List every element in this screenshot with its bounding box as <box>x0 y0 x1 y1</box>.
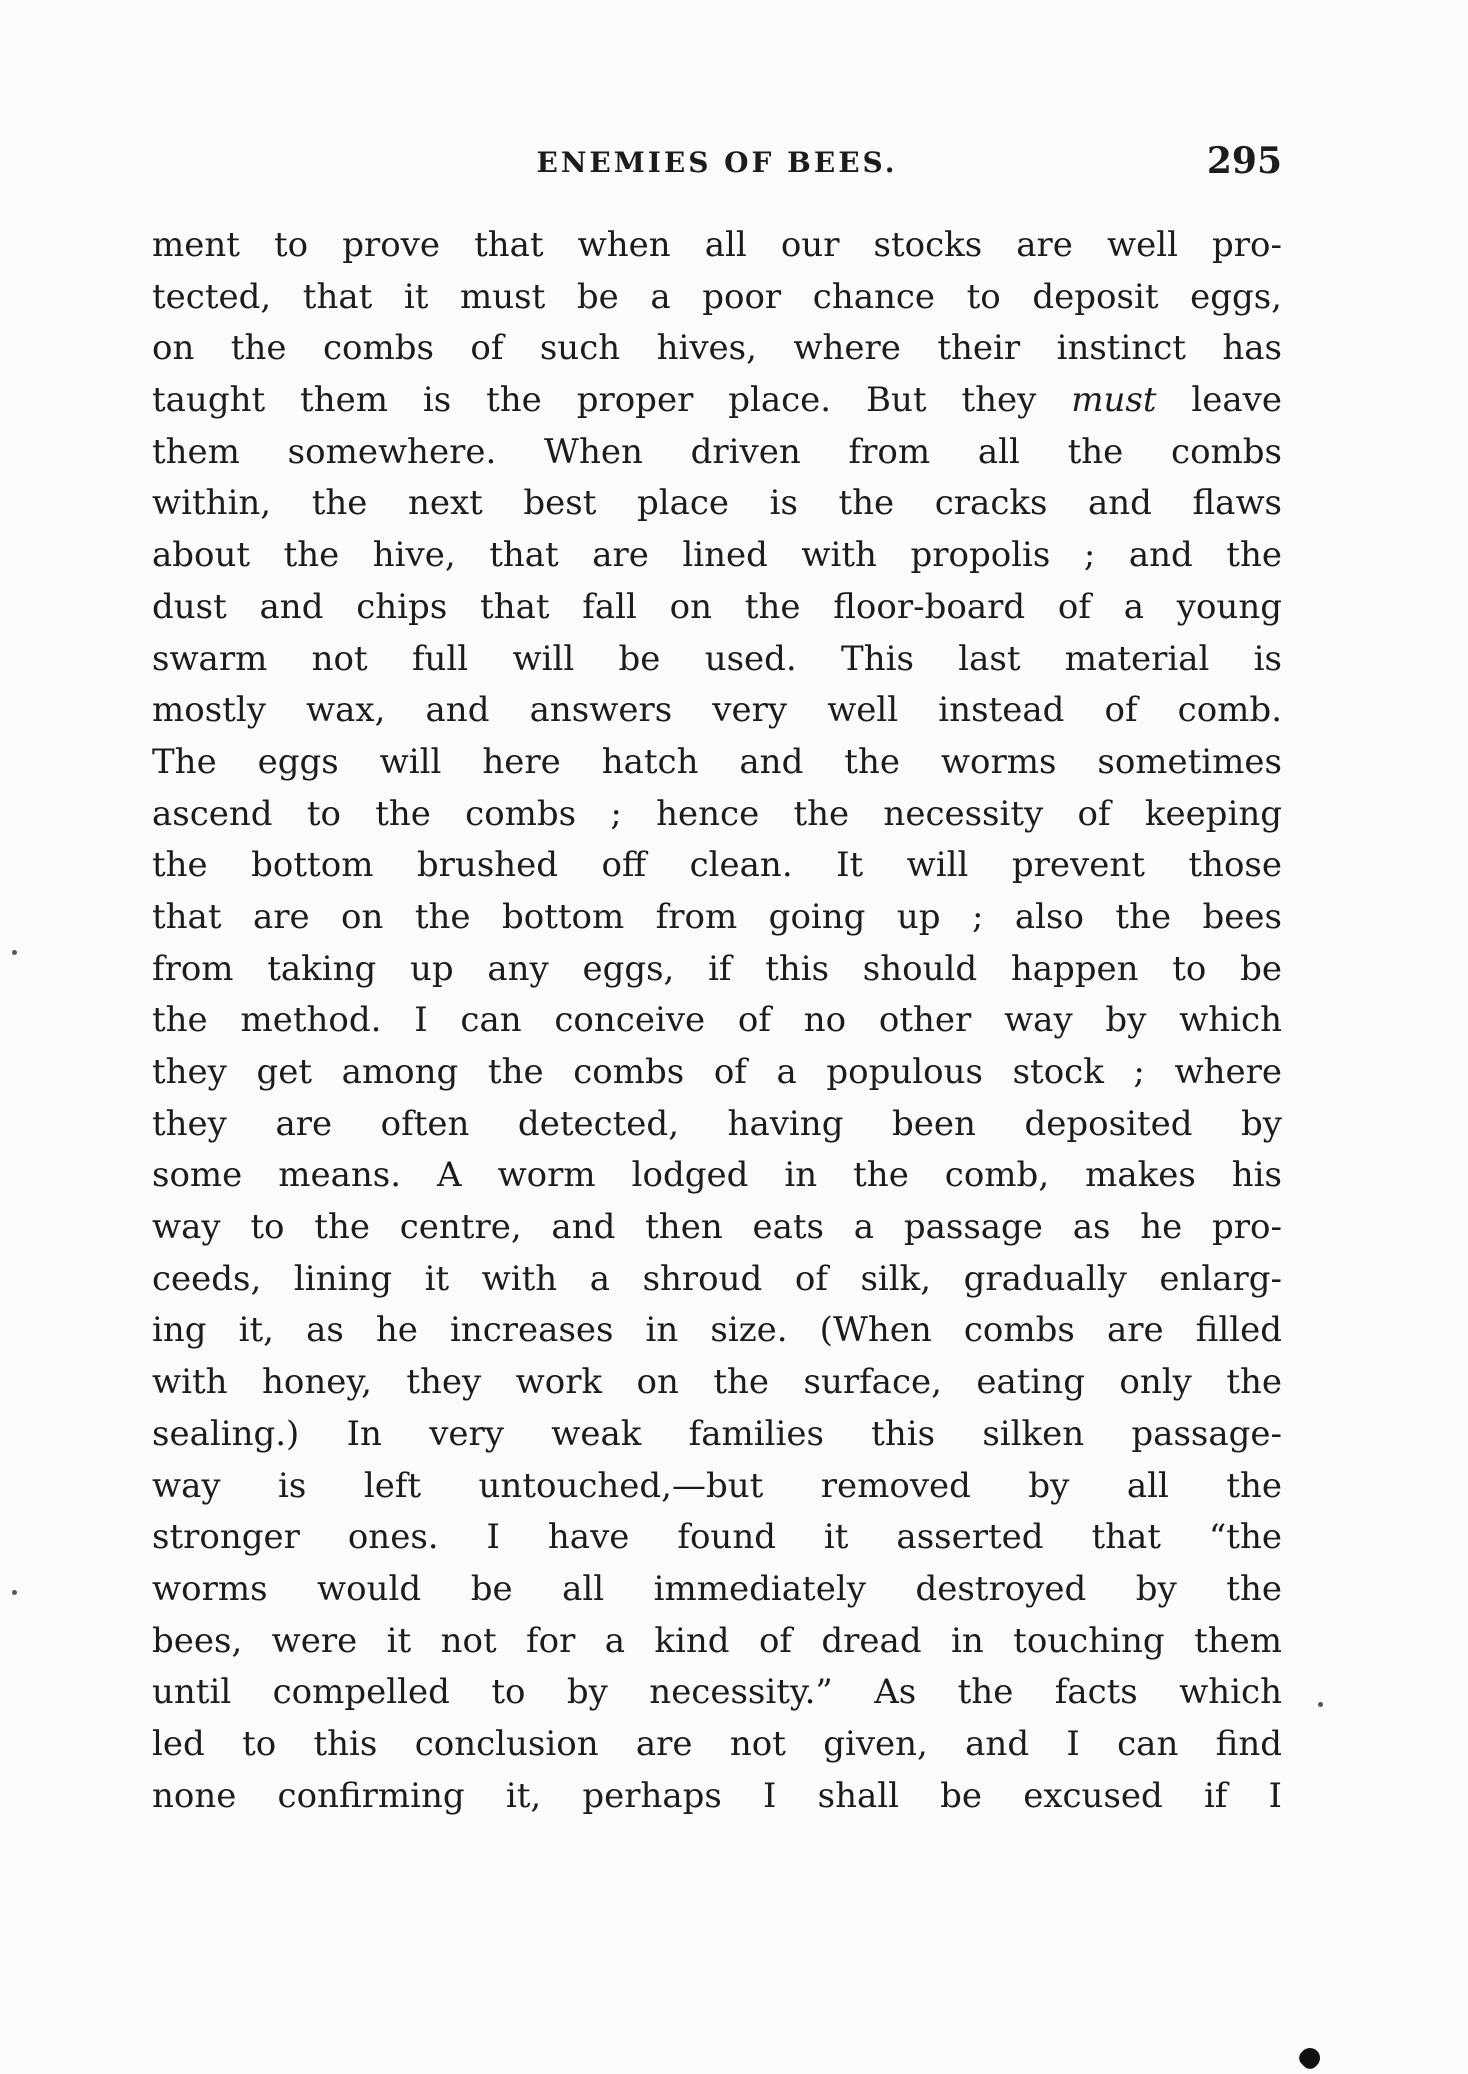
text-line: with honey, they work on the surface, eating only the <box>152 1362 1282 1403</box>
text-line: they get among the combs of a populous stock ; where <box>152 1052 1282 1092</box>
text-line: on the combs of such hives, where their instinct has <box>152 328 1282 369</box>
running-head <box>152 140 1282 190</box>
scan-speck <box>12 1590 17 1595</box>
text-line: way to the centre, and then eats a passage as he pro- <box>152 1207 1282 1248</box>
text-line: way is left untouched,—but removed by all the <box>152 1465 1282 1506</box>
text-line: tected, that it must be a poor chance to deposit eggs, <box>152 276 1282 317</box>
text-line: from taking up any eggs, if this should happen to be <box>152 948 1282 989</box>
text-line: until compelled to by necessity.” As the facts which <box>152 1672 1282 1713</box>
text-line: worms would be all immediately destroyed by the <box>152 1568 1282 1609</box>
text-line: ascend to the combs ; hence the necessity of keeping <box>152 793 1282 834</box>
scan-speck <box>12 950 17 955</box>
text-line: them somewhere. When driven from all the combs <box>152 431 1282 472</box>
text-line: sealing.) In very weak families this silken passage- <box>152 1413 1282 1454</box>
text-line: they are often detected, having been deposited by <box>152 1103 1282 1144</box>
ink-blot <box>1296 2044 1324 2072</box>
text-line: swarm not full will be used. This last material is <box>152 638 1282 679</box>
page-number: 295 <box>1206 140 1282 182</box>
scan-speck <box>1318 1702 1323 1707</box>
text-line: ceeds, lining it with a shroud of silk, gradually enlarg- <box>152 1258 1282 1299</box>
text-line: that are on the bottom from going up ; also the bees <box>152 896 1282 937</box>
chapter-title: ENEMIES OF BEES. <box>536 146 898 179</box>
text-line: ment to prove that when all our stocks are well pro- <box>152 225 1282 265</box>
text-line: stronger ones. I have found it asserted that “the <box>152 1517 1282 1558</box>
text-line: about the hive, that are lined with propolis ; and the <box>152 535 1282 576</box>
text-line: The eggs will here hatch and the worms sometimes <box>152 741 1282 782</box>
text-line: ing it, as he increases in size. (When combs are filled <box>152 1310 1282 1351</box>
text-line: taught them is the proper place. But they must leave <box>152 380 1282 421</box>
text-line: within, the next best place is the cracks and flaws <box>152 483 1282 524</box>
text-line: led to this conclusion are not given, and I can find <box>152 1723 1282 1764</box>
text-line: none confirming it, perhaps I shall be excused if I <box>152 1775 1282 1816</box>
text-line: the method. I can conceive of no other way by which <box>152 1000 1282 1041</box>
text-line: the bottom brushed off clean. It will prevent those <box>152 845 1282 886</box>
text-line: dust and chips that fall on the floor-board of a young <box>152 586 1282 627</box>
text-line: some means. A worm lodged in the comb, makes his <box>152 1155 1282 1196</box>
text-line: bees, were it not for a kind of dread in touching them <box>152 1620 1282 1661</box>
text-line: mostly wax, and answers very well instead of comb. <box>152 690 1282 731</box>
body-text <box>152 220 1282 1822</box>
emphasis: must <box>1071 380 1157 421</box>
